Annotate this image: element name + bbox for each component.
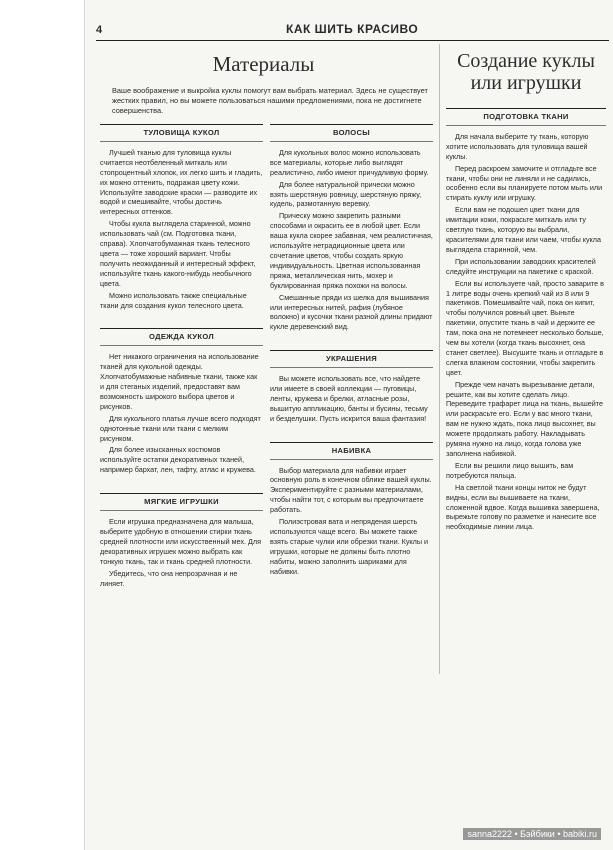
hair-paragraph: Прическу можно закрепить разными способами и окрасить ее в любой цвет. Если ваша кукла скорее забавная, чем реалистичная, используйте нетрадиционные цвета или сочетание цветов, чтобы создать яркую индивидуальность. Цветная использованная пряжа, металлическая нить, мохер и буклированная пряжа похожи на волосы. [270, 211, 433, 290]
intro-text: Ваше воображение и выкройка куклы помогут вам выбрать материал. Здесь не существует жестких правил, но вы можете пользоваться нашими предложениями, пока не достигнете совершенства. [112, 86, 428, 116]
column-right [446, 44, 606, 534]
stuffing-heading: НАБИВКА [270, 442, 433, 460]
fabric-prep-paragraph: Если вы решили лицо вышить, вам потребуются пяльца. [446, 460, 574, 480]
soft-toys-paragraph: Убедитесь, что она непрозрачная и не линяет. [100, 568, 238, 588]
embellishments-paragraph: Вы можете использовать все, что найдете или имеете в своей коллекции — пуговицы, ленты, кружева и брелки, атласные розы, вышитую аппликацию, банты и бусины, тесьму и безделушки. Пусть искрится ваша фантазия! [270, 374, 428, 423]
hair-heading: ВОЛОСЫ [270, 124, 433, 142]
clothing-heading: ОДЕЖДА КУКОЛ [100, 328, 263, 346]
stuffing-paragraph: Выбор материала для набивки играет основную роль в конечном облике вашей куклы. Экспериментируйте с разными материалами, чтобы найти тот, с которым вы предпочитаете работать. [270, 465, 432, 515]
fabric-prep-heading: ПОДГОТОВКА ТКАНИ [446, 108, 606, 126]
hair-paragraph: Для кукольных волос можно использовать все материалы, которые либо выглядят реалистично, либо имеют причудливую форму. [270, 147, 429, 177]
hair-paragraph: Смешанные пряди из шелка для вышивания или интересных нитей, рафия (лубяное волокно) и кусочки ткани разной длины придают кукле деревенский вид. [270, 292, 433, 332]
torso-paragraph: Лучшей тканью для туловища куклы считается неотбеленный миткаль или стопроцентный хлопок, их легко шить и гладить, их можно оттенить, подражая цвету кожи. Используйте заводские краски — разводите их водой и смешивайте, чтобы достичь интересных оттенков. [100, 147, 263, 217]
torso-paragraph: Чтобы кукла выглядела старинной, можно использовать чай (см. Подготовка ткани, справа). Хлопчатобумажная ткань телесного цвета — тоже хороший вариант. Чтобы получить неожиданный и интересный эффект, используйте ткань какого-нибудь необычного цвета. [100, 219, 256, 288]
fabric-prep-paragraph: Для начала выберите ту ткань, которую хотите использовать для туловища вашей куклы. [446, 131, 589, 161]
fabric-prep-paragraph: Если вы используете чай, просто заварите в 1 литре воды очень крепкий чай из 8 или 9 пакетиков. Помешивайте чай, пока он кипит, чтобы получился ровный цвет. Выньте пакетики, опустите ткань в чай и держите ее там, пока она не потемнеет несколько больше, чем вы хотели (когда ткань высохнет, она станет светлее). Высушите ткань и отгладьте в слегка влажном состоянии, чтобы закрепить цвет. [446, 278, 604, 377]
running-title: КАК ШИТЬ КРАСИВО [286, 22, 419, 36]
torso-heading: ТУЛОВИЩА КУКОЛ [100, 124, 263, 142]
watermark: sanna2222 • Бэйбики • babiki.ru [463, 828, 601, 840]
column-divider [439, 44, 440, 674]
soft-toys-paragraph: Если игрушка предназначена для малыша, выберите удобную в отношении стирки ткань средней плотности или искусственный мех. Для декоративных игрушек можно выбрать как тонкую ткань, так и ткань средней плотности. [100, 517, 261, 566]
stuffing-paragraph: Полиэстровая вата и непряденая шерсть используются чаще всего. Вы можете также взять старые чулки или обрезки ткани. Куклы и игрушки, которые не должны быть плотно набиты, можно заполнить шариками для набивки. [270, 517, 429, 576]
fabric-prep-paragraph: На светлой ткани концы ниток не будут видны, если вы вышиваете на ткани, сложенной вдвое. Когда вышивка завершена, вырежьте голову по разметке и нанесите все необходимые линии лица. [446, 482, 600, 532]
right-title: Создание куклы или игрушки [457, 50, 595, 94]
header-rule [96, 40, 609, 41]
fabric-prep-paragraph: Прежде чем начать вырезывание детали, решите, как вы хотите сделать лицо. Переведите трафарет лица на ткань, вышейте или раскрасьте его. Если у вас много ткани, вам не нужно ждать, пока лицо высохнет, вы можете продолжать работу. Накладывать румяна нужно на лицо, когда голова уже заполнена набивкой. [446, 379, 603, 458]
page-title: Материалы [212, 52, 315, 76]
fabric-prep-paragraph: При использовании заводских красителей следуйте инструкции на пакетике с краской. [446, 256, 596, 276]
torso-paragraph: Можно использовать также специальные ткани для создания кукол телесного цвета. [100, 290, 247, 310]
fabric-prep-paragraph: Если вам не подошел цвет ткани для имитации кожи, покрасьте миткаль или ту светлую ткань, которую вы выбрали, красителями для ткани или чаем, чтобы кукла выглядела старинной, чем. [446, 205, 601, 254]
column-middle [270, 124, 433, 579]
soft-toys-heading: МЯГКИЕ ИГРУШКИ [100, 493, 263, 511]
column-left [100, 124, 263, 590]
clothing-paragraph: Для более изысканных костюмов используйте остатки декоративных тканей, например бархат, лен, тафту, атлас и кружева. [100, 445, 256, 475]
hair-paragraph: Для более натуральной прически можно взять шерстяную ровницу, шерстяную пряжу, кудель, размотанную веревку. [270, 179, 422, 209]
fabric-prep-paragraph: Перед раскроем замочите и отгладьте все ткани, чтобы они не линяли и не садились, особенно если вы планируете потом мыть или стирать куклу или игрушку. [446, 163, 603, 203]
page-number: 4 [96, 24, 103, 36]
clothing-paragraph: Нет никакого ограничения на использование тканей для кукольной одежды. Хлопчатобумажные набивные ткани, также как и для стеганых изделий, предоставят вам возможность широкого выбора цветов и рисунков. [100, 352, 259, 411]
clothing-paragraph: Для кукольного платья лучше всего подходят однотонные ткани или ткани с мелким рисунком. [100, 413, 261, 443]
embellishments-heading: УКРАШЕНИЯ [270, 350, 433, 368]
